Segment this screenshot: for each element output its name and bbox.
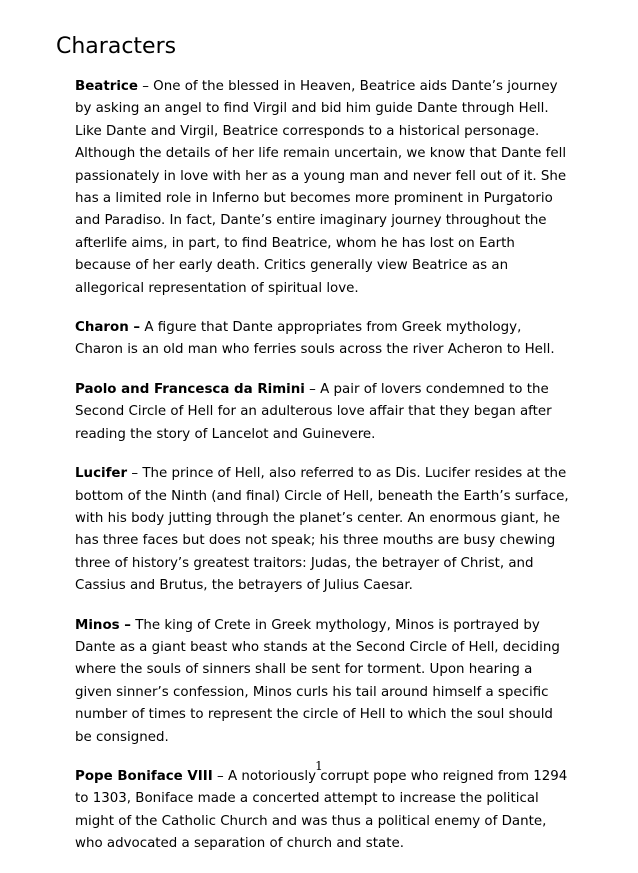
character-description: A figure that Dante appropriates from Greek mythology, Charon is an old man who ferries souls across the river Acheron to Hell.: [75, 320, 555, 358]
character-entry-charon: [75, 317, 573, 362]
page-title: Characters: [56, 34, 177, 59]
entry-separator: –: [127, 466, 143, 482]
entry-separator: –: [137, 79, 154, 94]
character-description: A pair of lovers condemned to the Second Circle of Hell for an adulterous love affair that they began after reading the story of Lancelot and Guinevere.: [75, 381, 552, 442]
character-list: [75, 76, 573, 873]
character-name: Beatrice: [75, 79, 138, 94]
character-entry-boniface: [75, 766, 573, 856]
character-name: Lucifer: [75, 466, 128, 482]
character-entry-paolo-francesca: [75, 379, 573, 446]
character-description: The prince of Hell, also referred to as Dis. Lucifer resides at the bottom of the Ninth (and final) Circle of Hell, beneath the Earth’s surface, with his body jutting through the planet’s center. An enormous giant, he has three faces but does not speak; his three mouths are busy chewing three of history’s greatest traitors: Judas, the betrayer of Christ, and Cassius and Brutus, the betrayers of Julius Caesar.: [75, 466, 569, 594]
entry-separator: –: [212, 768, 228, 784]
character-name: Charon –: [75, 320, 141, 336]
character-description: A notoriously corrupt pope who reigned from 1294 to 1303, Boniface made a concerted attempt to increase the political might of the Catholic Church and was thus a political enemy of Dante, who advocated a separation of church and state.: [75, 768, 568, 852]
character-name: Paolo and Francesca da Rimini: [75, 381, 305, 397]
character-name: Pope Boniface VIII: [75, 768, 213, 784]
page-number: 1: [315, 759, 323, 773]
character-entry-beatrice: [75, 76, 573, 300]
character-description: The king of Crete in Greek mythology, Minos is portrayed by Dante as a giant beast who stands at the Second Circle of Hell, deciding where the souls of sinners shall be sent for torment. Upon hearing a given sinner’s confession, Minos curls his tail around himself a specific number of times to represent the circle of Hell to which the soul should be consigned.: [75, 617, 560, 745]
character-entry-minos: [75, 615, 573, 749]
character-entry-lucifer: [75, 463, 573, 597]
entry-separator: –: [304, 381, 321, 397]
character-description: One of the blessed in Heaven, Beatrice aids Dante’s journey by asking an angel to find Virgil and bid him guide Dante through Hell. Like Dante and Virgil, Beatrice corresponds to a historical personage. Although the details of her life remain uncertain, we know that Dante fell passionately in love with her as a young man and never fell out of it. She has a limited role in Inferno but becomes more prominent in Purgatorio and Paradiso. In fact, Dante’s entire imaginary journey throughout the afterlife aims, in part, to find Beatrice, whom he has lost on Earth because of her early death. Critics generally view Beatrice as an allegorical representation of spiritual love.: [75, 79, 567, 296]
character-name: Minos –: [75, 617, 131, 633]
